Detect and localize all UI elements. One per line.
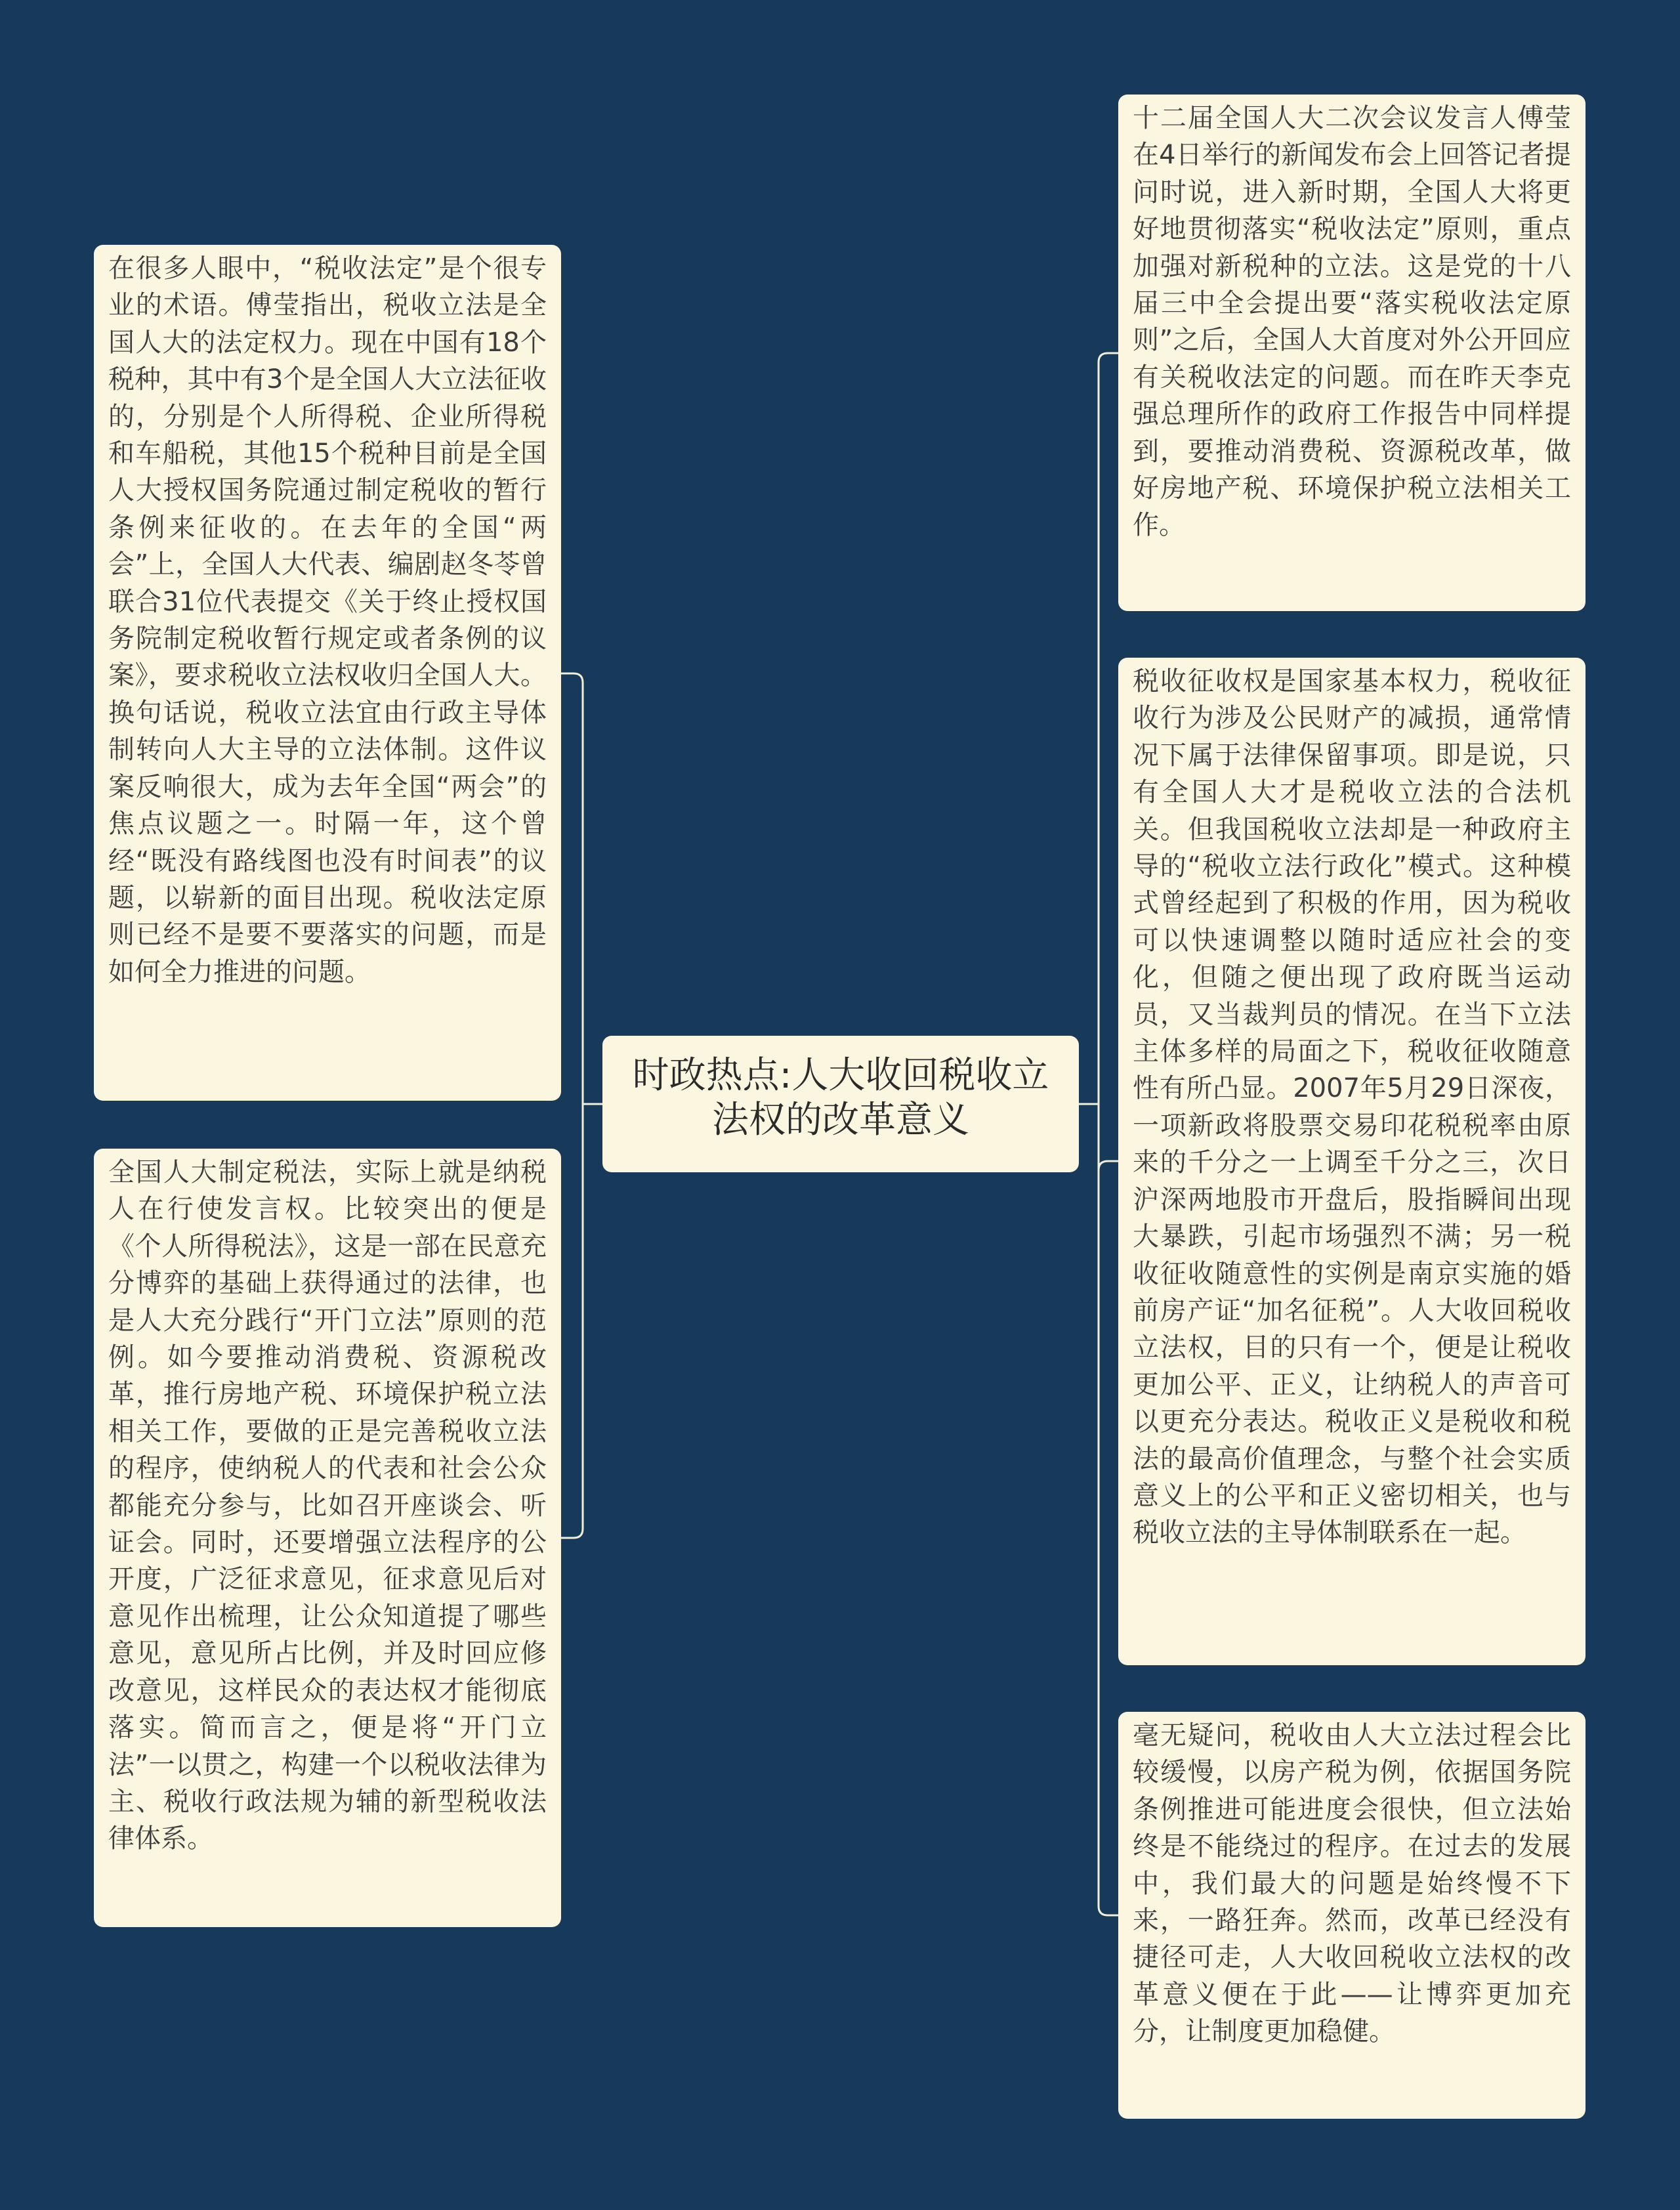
topic-node-right-2[interactable]: [1118, 658, 1586, 1665]
connector-right-branch-1: [1099, 353, 1118, 1104]
central-topic-title: 时政热点:人大收回税收立法权的改革意义: [632, 1054, 1049, 1141]
topic-node-left-1[interactable]: [94, 245, 561, 1101]
connector-left-branch-2: [561, 1104, 583, 1538]
connector-left-branch-1: [561, 673, 583, 1104]
topic-text: 全国人大制定税法，实际上就是纳税人在行使发言权。比较突出的便是《个人所得税法》，这是一部在民意充分博弈的基础上获得通过的法律，也是人大充分践行“开门立法”原则的范例。如今要推动消费税、资源税改革，推行房地产税、环境保护税立法相关工作，要做的正是完善税收立法的程序，使纳税人的代表和社会公众都能充分参与，比如召开座谈会、听证会。同时，还要增强立法程序的公开度，广泛征求意见，征求意见后对意见作出梳理，让公众知道提了哪些意见，意见所占比例，并及时回应修改意见，这样民众的表达权才能彻底落实。简而言之，便是将“开门立法”一以贯之，构建一个以税收法律为主、税收行政法规为辅的新型税收法律体系。: [108, 1157, 547, 1854]
topic-text: 毫无疑问，税收由人大立法过程会比较缓慢，以房产税为例，依据国务院条例推进可能进度会很快，但立法始终是不能绕过的程序。在过去的发展中，我们最大的问题是始终慢不下来，一路狂奔。然而，改革已经没有捷径可走，人大收回税收立法权的改革意义便在于此——让博弈更加充分，让制度更加稳健。: [1133, 1720, 1571, 2047]
connector-right-branch-2: [1099, 1104, 1118, 1170]
topic-node-left-2[interactable]: [94, 1149, 561, 1927]
topic-node-right-3[interactable]: [1118, 1712, 1586, 2119]
topic-node-right-1[interactable]: [1118, 95, 1586, 611]
connector-right-branch-3: [1099, 1104, 1118, 1915]
topic-text: 税收征收权是国家基本权力，税收征收行为涉及公民财产的减损，通常情况下属于法律保留事项。即是说，只有全国人大才是税收立法的合法机关。但我国税收立法却是一种政府主导的“税收立法行政化”模式。这种模式曾经起到了积极的作用，因为税收可以快速调整以随时适应社会的变化，但随之便出现了政府既当运动员，又当裁判员的情况。在当下立法主体多样的局面之下，税收征收随意性有所凸显。2007年5月29日深夜，一项新政将股票交易印花税税率由原来的千分之一上调至千分之三，次日沪深两地股市开盘后，股指瞬间出现大暴跌，引起市场强烈不满；另一税收征收随意性的实例是南京实施的婚前房产证“加名征税”。人大收回税收立法权，目的只有一个，便是让税收更加公平、正义，让纳税人的声音可以更充分表达。税收正义是税收和税法的最高价值理念，与整个社会实质意义上的公平和正义密切相关，也与税收立法的主导体制联系在一起。: [1133, 666, 1571, 1548]
topic-text: 十二届全国人大二次会议发言人傅莹在4日举行的新闻发布会上回答记者提问时说，进入新时期，全国人大将更好地贯彻落实“税收法定”原则，重点加强对新税种的立法。这是党的十八届三中全会提出要“落实税收法定原则”之后，全国人大首度对外公开回应有关税收法定的问题。而在昨天李克强总理所作的政府工作报告中同样提到，要推动消费税、资源税改革，做好房地产税、环境保护税立法相关工作。: [1133, 103, 1571, 541]
central-topic-node[interactable]: [602, 1036, 1079, 1172]
topic-text: 在很多人眼中，“税收法定”是个很专业的术语。傅莹指出，税收立法是全国人大的法定权力。现在中国有18个税种，其中有3个是全国人大立法征收的，分别是个人所得税、企业所得税和车船税，其他15个税种目前是全国人大授权国务院通过制定税收的暂行条例来征收的。在去年的全国“两会”上，全国人大代表、编剧赵冬苓曾联合31位代表提交《关于终止授权国务院制定税收暂行规定或者条例的议案》，要求税收立法权收归全国人大。换句话说，税收立法宜由行政主导体制转向人大主导的立法体制。这件议案反响很大，成为去年全国“两会”的焦点议题之一。时隔一年，这个曾经“既没有路线图也没有时间表”的议题，以崭新的面目出现。税收法定原则已经不是要不要落实的问题，而是如何全力推进的问题。: [108, 253, 547, 987]
